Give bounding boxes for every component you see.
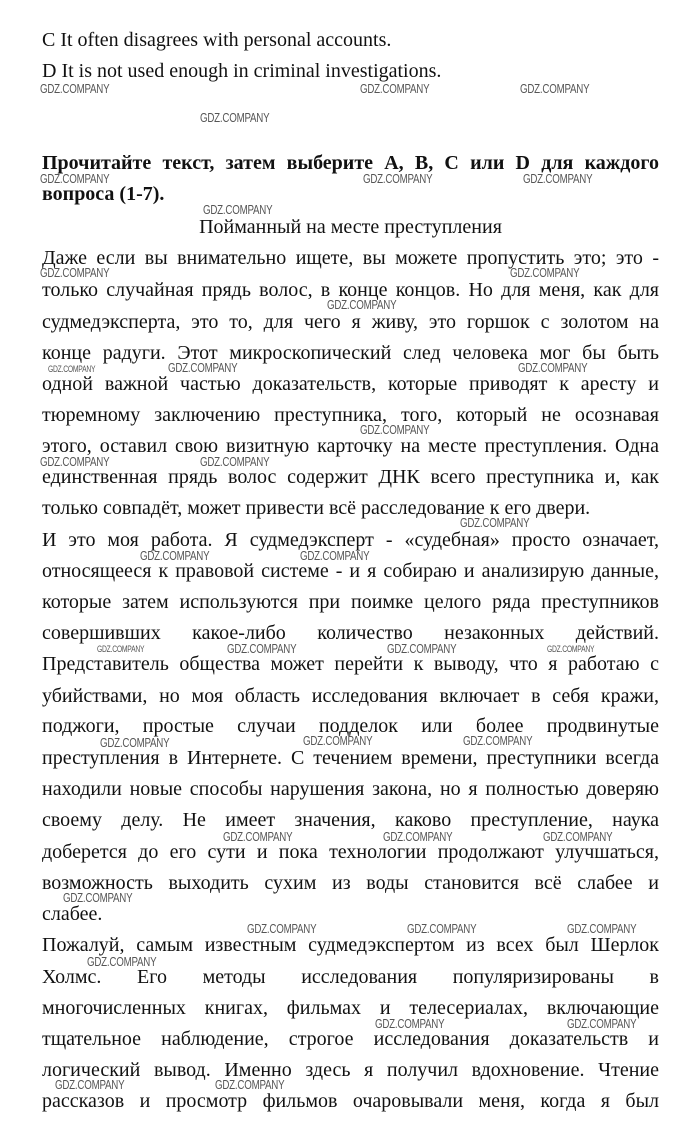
watermark-text: GDZ.COMPANY — [360, 81, 430, 96]
text-line: находили новые способы нарушения закона, но я полностью доверяю — [42, 778, 659, 800]
watermark-text: GDZ.COMPANY — [463, 733, 533, 748]
text-line: одной важной частью доказательств, которые приводят к аресту и — [42, 373, 659, 395]
watermark-text: GDZ.COMPANY — [40, 171, 110, 186]
watermark-text: GDZ.COMPANY — [383, 829, 453, 844]
watermark-text: GDZ.COMPANY — [140, 548, 210, 563]
answer-option-d: D It is not used enough in criminal investigations. — [42, 60, 442, 82]
watermark-text: GDZ.COMPANY — [87, 954, 157, 969]
watermark-text: GDZ.COMPANY — [363, 171, 433, 186]
watermark-text: GDZ.COMPANY — [300, 548, 370, 563]
watermark-text: GDZ.COMPANY — [247, 921, 317, 936]
text-line: преступления в Интернете. С течением времени, преступники всегда — [42, 747, 659, 769]
watermark-text: GDZ.COMPANY — [168, 360, 238, 375]
watermark-text: GDZ.COMPANY — [375, 1016, 445, 1031]
answer-option-c: C It often disagrees with personal accounts. — [42, 29, 392, 51]
watermark-text: GDZ.COMPANY — [223, 829, 293, 844]
text-line: рассказов и просмотр фильмов очаровывали меня, когда я был — [42, 1090, 659, 1112]
watermark-text: GDZ.COMPANY — [215, 1077, 285, 1092]
watermark-text: GDZ.COMPANY — [360, 422, 430, 437]
watermark-text: GDZ.COMPANY — [97, 644, 145, 654]
text-line: возможность выходить сухим из воды становится всё слабее и — [42, 872, 659, 894]
watermark-text: GDZ.COMPANY — [203, 202, 273, 217]
instruction-heading-cont: вопроса (1-7). — [42, 183, 165, 205]
text-line: многочисленных книгах, фильмах и телесериалах, включающие — [42, 997, 659, 1019]
watermark-text: GDZ.COMPANY — [387, 641, 457, 656]
text-line: тюремному заключению преступника, того, который не осознавая — [42, 404, 659, 426]
text-line: которые затем используются при поимке целого ряда преступников — [42, 591, 659, 613]
text-line: судмедэксперта, это то, для чего я живу, это горшок с золотом на — [42, 311, 659, 333]
text-line: своему делу. Не имеет значения, каково преступление, наука — [42, 809, 659, 831]
text-line: доберется до его сути и пока технологии продолжают улучшаться, — [42, 841, 659, 863]
watermark-text: GDZ.COMPANY — [518, 360, 588, 375]
watermark-text: GDZ.COMPANY — [327, 297, 397, 312]
watermark-text: GDZ.COMPANY — [227, 641, 297, 656]
text-line: И это моя работа. Я судмедэксперт - «судебная» просто означает, — [42, 529, 659, 551]
watermark-text: GDZ.COMPANY — [100, 735, 170, 750]
text-line: тщательное наблюдение, строгое исследования доказательств и — [42, 1028, 659, 1050]
text-line: конце радуги. Этот микроскопический след человека мог бы быть — [42, 342, 659, 364]
watermark-text: GDZ.COMPANY — [200, 454, 270, 469]
watermark-text: GDZ.COMPANY — [567, 1016, 637, 1031]
watermark-text: GDZ.COMPANY — [523, 171, 593, 186]
text-line: этого, оставил свою визитную карточку на месте преступления. Одна — [42, 435, 659, 457]
watermark-text: GDZ.COMPANY — [40, 81, 110, 96]
watermark-text: GDZ.COMPANY — [303, 733, 373, 748]
watermark-text: GDZ.COMPANY — [567, 921, 637, 936]
text-line: Пожалуй, самым известным судмедэкспертом из всех был Шерлок — [42, 934, 659, 956]
text-line: Даже если вы внимательно ищете, вы можете пропустить это; это - — [42, 247, 659, 269]
text-title: Пойманный на месте преступления — [199, 216, 502, 238]
watermark-text: GDZ.COMPANY — [200, 110, 270, 125]
watermark-text: GDZ.COMPANY — [40, 265, 110, 280]
watermark-text: GDZ.COMPANY — [520, 81, 590, 96]
text-line: относящееся к правовой системе - и я собираю и анализирую данные, — [42, 560, 659, 582]
watermark-text: GDZ.COMPANY — [547, 644, 595, 654]
text-line: Представитель общества может перейти к выводу, что я работаю с — [42, 653, 659, 675]
text-line: только случайная прядь волос, в конце концов. Но для меня, как для — [42, 279, 659, 301]
instruction-heading: Прочитайте текст, затем выберите A, B, C или D для каждого — [42, 152, 659, 174]
text-line: логический вывод. Именно здесь я получил вдохновение. Чтение — [42, 1059, 659, 1081]
watermark-text: GDZ.COMPANY — [55, 1077, 125, 1092]
text-line: слабее. — [42, 903, 103, 925]
text-line: совершивших какое-либо количество незаконных действий. — [42, 622, 659, 644]
text-line: только совпадёт, может привести всё расследование к его двери. — [42, 497, 591, 519]
watermark-text: GDZ.COMPANY — [407, 921, 477, 936]
watermark-text: GDZ.COMPANY — [63, 890, 133, 905]
watermark-text: GDZ.COMPANY — [460, 515, 530, 530]
text-line: убийствами, но моя область исследования включает в себя кражи, — [42, 685, 659, 707]
watermark-text: GDZ.COMPANY — [510, 265, 580, 280]
watermark-text: GDZ.COMPANY — [543, 829, 613, 844]
text-line: единственная прядь волос содержит ДНК всего преступника и, как — [42, 466, 659, 488]
text-line: поджоги, простые случаи подделок или более продвинутые — [42, 715, 659, 737]
text-line: Холмс. Его методы исследования популяризированы в — [42, 966, 659, 988]
watermark-text: GDZ.COMPANY — [40, 454, 110, 469]
watermark-text: GDZ.COMPANY — [48, 364, 96, 374]
